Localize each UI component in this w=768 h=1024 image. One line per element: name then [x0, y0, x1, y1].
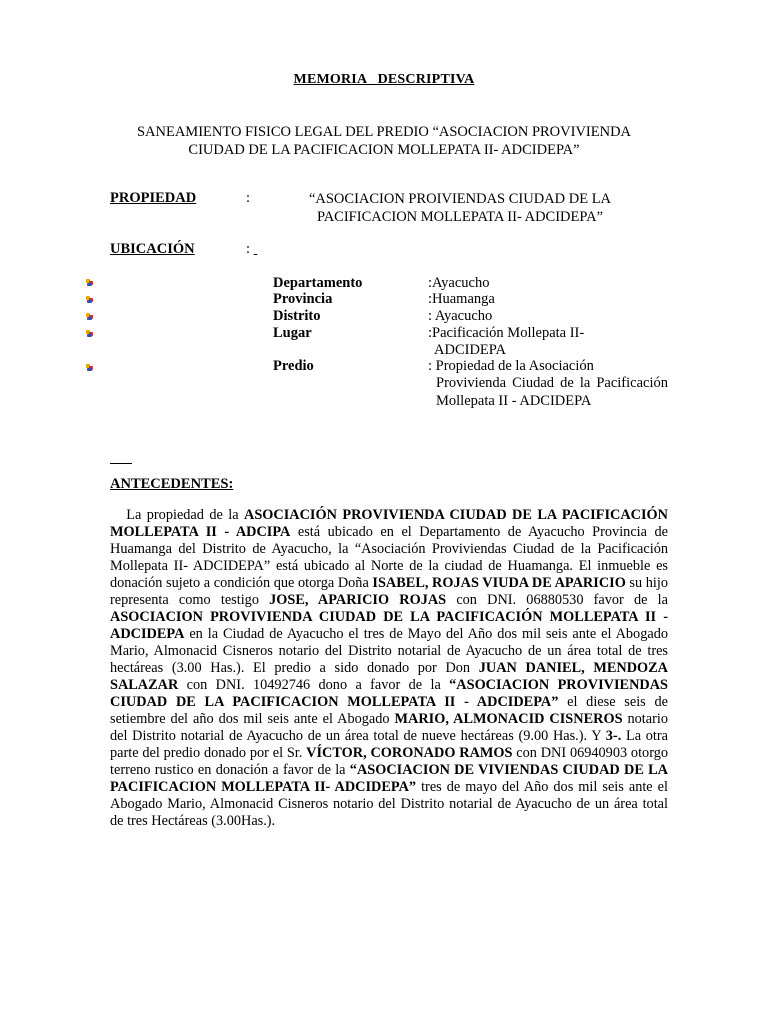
- propiedad-value-line-1: “ASOCIACION PROIVIENDAS CIUDAD DE LA: [308, 191, 612, 207]
- bold-text-segment: “ASOCIACION DE VIVIENDAS CIUDAD DE LA PACIFICACION MOLLEPATA II- ADCIDEPA”: [110, 762, 668, 795]
- text-segment: con DNI 06940903 otorgo terreno rustico en donación a favor de la: [110, 745, 669, 778]
- text-segment: tres de mayo del Año dos mil seis ante el Abogado Mario, Almonacid Cisneros notario del Distrito notarial de Ayacucho de un área total de tres Hectáreas (3.00Has.).: [110, 779, 668, 829]
- propiedad-value: [270, 190, 650, 226]
- predio-value-line-1: : Propiedad de la Asociación: [428, 358, 594, 374]
- bullet-icon: [86, 313, 94, 321]
- divider: [110, 463, 132, 464]
- document-title: MEMORIA DESCRIPTIVA: [293, 72, 475, 87]
- distrito-value: : Ayacucho: [428, 308, 493, 324]
- text-segment: con DNI. 10492746 dono a favor de la: [178, 677, 450, 693]
- bold-text-segment: JOSE, APARICIO ROJAS: [269, 592, 447, 608]
- antecedentes-paragraph: [110, 507, 668, 830]
- bullet-icon: [86, 279, 94, 287]
- text-segment: el diese seis de setiembre del año dos mil seis ante el Abogado: [110, 694, 668, 727]
- text-segment: con DNI. 06880530 favor de la: [446, 592, 668, 608]
- bold-text-segment: 3-.: [605, 728, 622, 744]
- lugar-value-line-1: :Pacificación Mollepata II-: [428, 325, 585, 341]
- ubicacion-label: UBICACIÓN: [110, 241, 195, 257]
- lugar-value-line-2: ADCIDEPA: [434, 342, 506, 358]
- distrito-label: Distrito: [273, 308, 321, 324]
- bold-text-segment: ASOCIACION PROVIVIENDA CIUDAD DE LA PACIFICACIÓN MOLLEPATA II -ADCIDEPA: [110, 609, 668, 642]
- bullet-icon: [86, 296, 94, 304]
- bold-text-segment: ISABEL, ROJAS VIUDA DE APARICIO: [372, 575, 626, 591]
- predio-value-rest: Provivienda Ciudad de la Pacificación Mollepata II - ADCIDEPA: [436, 375, 668, 409]
- text-segment: su hijo representa como testigo: [110, 575, 668, 608]
- propiedad-label: PROPIEDAD: [110, 190, 197, 206]
- document-subtitle: [100, 123, 668, 159]
- text-segment: en la Ciudad de Ayacucho el tres de Mayo del Año dos mil seis ante el Abogado Mario, Almonacid Cisneros notario del Distrito notarial de Ayacucho de un área total de tres hectáreas (3.00 Has.). El predio a sido donado por Don: [110, 626, 668, 676]
- antecedentes-heading: ANTECEDENTES:: [110, 476, 234, 492]
- departamento-label: Departamento: [273, 275, 363, 291]
- subtitle-line-2: CIUDAD DE LA PACIFICACION MOLLEPATA II- ADCIDEPA”: [188, 142, 580, 158]
- subtitle-line-1: SANEAMIENTO FISICO LEGAL DEL PREDIO “ASOCIACION PROVIVIENDA: [136, 124, 632, 140]
- bold-text-segment: MARIO, ALMONACID CISNEROS: [394, 711, 623, 727]
- paragraph-indent: [110, 507, 126, 523]
- provincia-label: Provincia: [273, 291, 333, 307]
- bold-text-segment: VÍCTOR, CORONADO RAMOS: [306, 745, 513, 761]
- predio-label: Predio: [273, 358, 314, 374]
- propiedad-colon: :: [246, 190, 251, 206]
- bold-text-segment: ASOCIACIÓN PROVIVIENDA CIUDAD DE LA PACIFICACIÓN MOLLEPATA II - ADCIPA: [110, 507, 668, 540]
- provincia-value: :Huamanga: [428, 291, 495, 307]
- propiedad-value-line-2: PACIFICACION MOLLEPATA II- ADCIDEPA”: [316, 209, 604, 225]
- bold-text-segment: “ASOCIACION PROVIVIENDAS CIUDAD DE LA PACIFICACION MOLLEPATA II - ADCIDEPA”: [110, 677, 668, 710]
- bullet-icon: [86, 330, 94, 338]
- bold-text-segment: JUAN DANIEL, MENDOZA SALAZAR: [110, 660, 668, 693]
- text-segment: La otra parte del predio donado por el Sr.: [110, 728, 668, 761]
- ubicacion-colon: :: [246, 241, 254, 257]
- text-segment: está ubicado en el Departamento de Ayacucho Provincia de Huamanga del Distrito de Ayacucho, la “Asociación Proviviendas Ciudad de la Pacificación Mollepata II- ADCIDEPA” está ubicado al Norte de la ciudad de Huamanga. El inmueble es donación sujeto a condición que otorga Doña: [110, 524, 668, 591]
- lugar-label: Lugar: [273, 325, 312, 341]
- departamento-value: :Ayacucho: [428, 275, 490, 291]
- text-segment: notario del Distrito notarial de Ayacucho de un área total de nueve hectáreas (9.00 Has.). Y: [110, 711, 668, 744]
- bullet-icon: [86, 364, 94, 372]
- lugar-value: [428, 325, 584, 359]
- text-segment: La propiedad de la: [126, 507, 244, 523]
